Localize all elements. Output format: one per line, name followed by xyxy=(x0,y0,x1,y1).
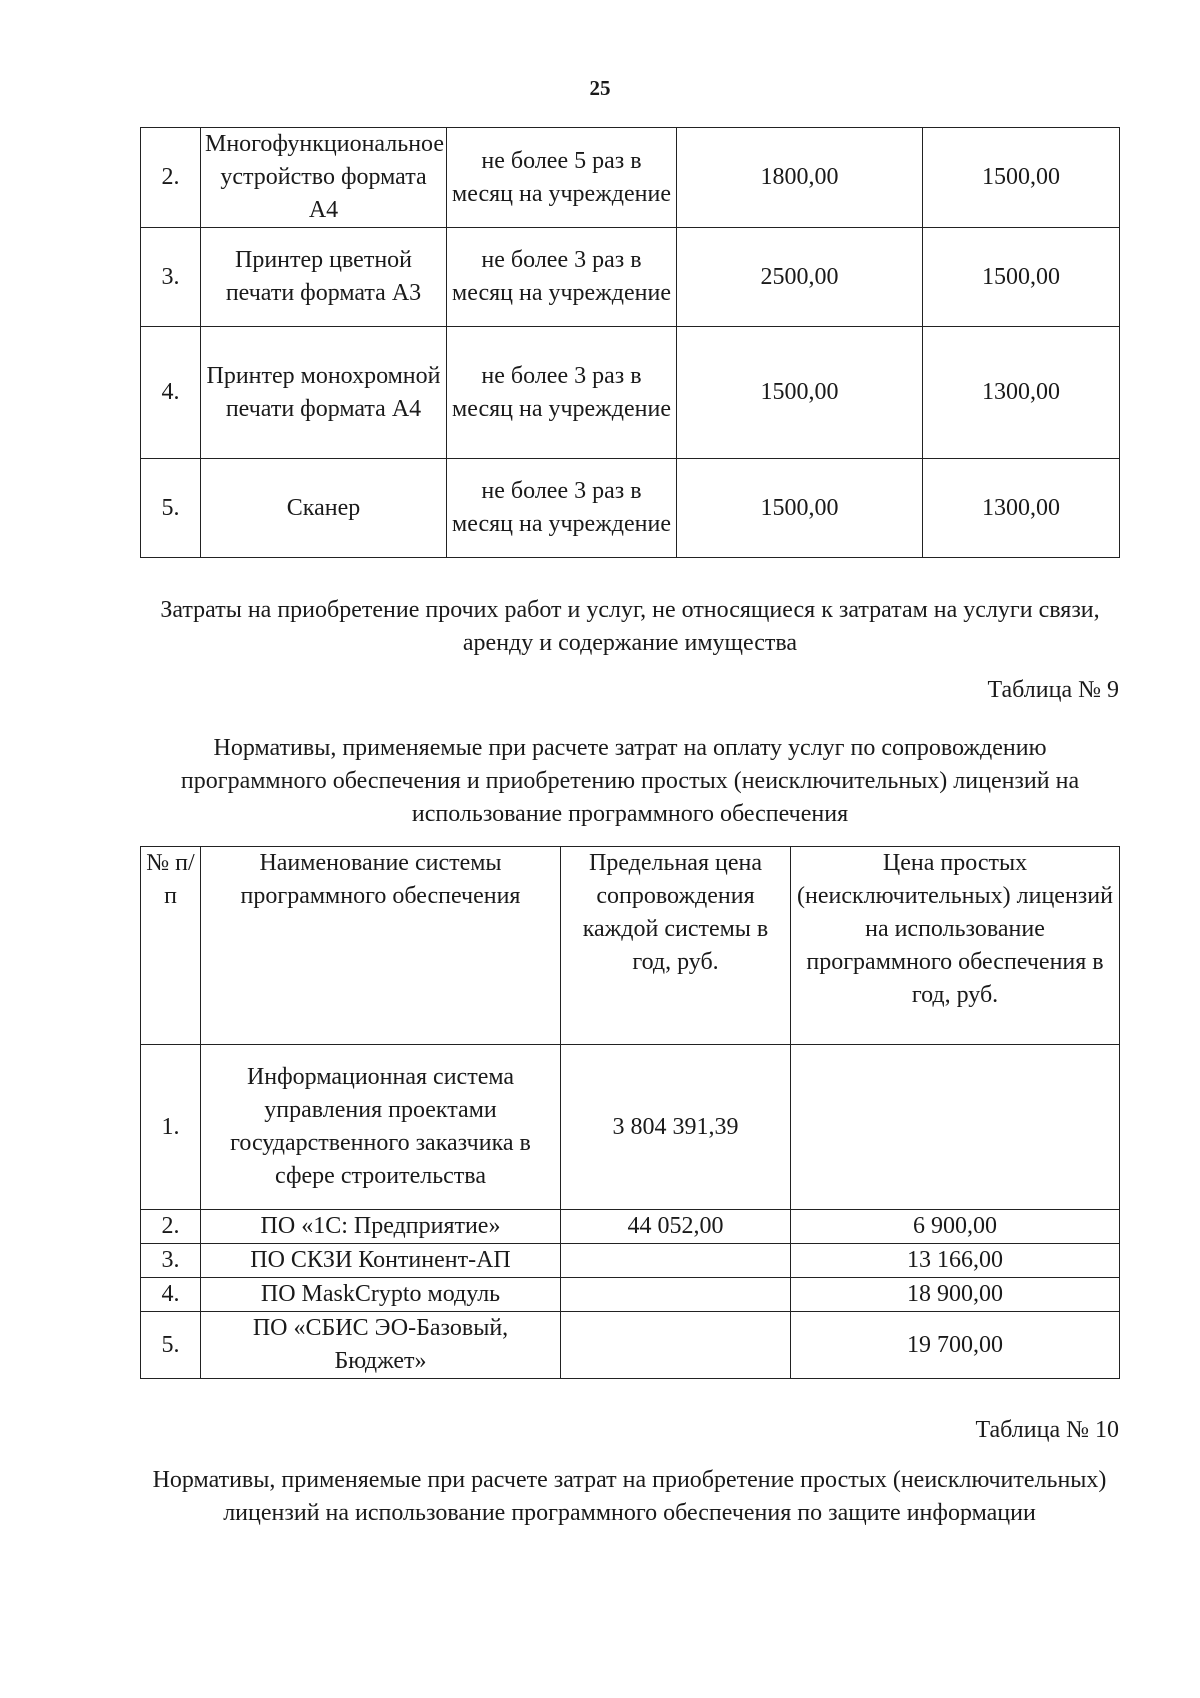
row-number: 5. xyxy=(141,459,201,558)
equipment-name: Многофункциональное устройство формата А4 xyxy=(201,128,447,228)
frequency: не более 3 раз в месяц на учреждение xyxy=(447,327,677,459)
table-row xyxy=(141,228,1120,327)
row-number: 4. xyxy=(141,1278,201,1312)
row-number: 5. xyxy=(141,1312,201,1379)
header-name: Наименование системы программного обеспечения xyxy=(201,847,561,1045)
equipment-name: Принтер цветной печати формата А3 xyxy=(201,228,447,327)
software-name: ПО «1С: Предприятие» xyxy=(201,1210,561,1244)
software-name: ПО «СБИС ЭО-Базовый, Бюджет» xyxy=(201,1312,561,1379)
table-row xyxy=(141,459,1120,558)
row-number: 2. xyxy=(141,128,201,228)
price-1: 1500,00 xyxy=(677,459,923,558)
page-number: 25 xyxy=(589,76,611,100)
software-name: ПО СКЗИ Континент-АП xyxy=(201,1244,561,1278)
price-2: 1300,00 xyxy=(923,327,1120,459)
header-support-price: Предельная цена сопровождения каждой системы в год, руб. xyxy=(561,847,791,1045)
table-row xyxy=(141,128,1120,228)
section-heading: Затраты на приобретение прочих работ и услуг, не относящиеся к затратам на услуги связи, аренду и содержание имущества xyxy=(160,597,1100,656)
software-name: ПО MaskCrypto модуль xyxy=(201,1278,561,1312)
row-number: 3. xyxy=(141,228,201,327)
table-9-label: Таблица № 9 xyxy=(987,677,1119,703)
table-10-label: Таблица № 10 xyxy=(975,1417,1119,1443)
license-price: 6 900,00 xyxy=(791,1210,1120,1244)
table-9-title: Нормативы, применяемые при расчете затрат на оплату услуг по сопровождению программного обеспечения и приобретению простых (неисключительных) лицензий на использование программного обеспечения xyxy=(180,735,1080,827)
table-header-row xyxy=(141,847,1120,1045)
price-1: 1500,00 xyxy=(677,327,923,459)
equipment-name: Сканер xyxy=(201,459,447,558)
equipment-name: Принтер монохромной печати формата А4 xyxy=(201,327,447,459)
table-10-title: Нормативы, применяемые при расчете затрат на приобретение простых (неисключительных) лицензий на использование программного обеспечения по защите информации xyxy=(152,1467,1107,1526)
price-1: 2500,00 xyxy=(677,228,923,327)
table-row xyxy=(141,1278,1120,1312)
support-price xyxy=(561,1312,791,1379)
price-1: 1800,00 xyxy=(677,128,923,228)
row-number: 4. xyxy=(141,327,201,459)
table-row xyxy=(141,1312,1120,1379)
support-price: 44 052,00 xyxy=(561,1210,791,1244)
table-row xyxy=(141,1045,1120,1210)
frequency: не более 5 раз в месяц на учреждение xyxy=(447,128,677,228)
table-row xyxy=(141,327,1120,459)
price-2: 1300,00 xyxy=(923,459,1120,558)
header-license-price: Цена простых (неисключительных) лицензий на использование программного обеспечения в год, руб. xyxy=(791,847,1120,1045)
price-2: 1500,00 xyxy=(923,128,1120,228)
table-row xyxy=(141,1210,1120,1244)
support-price xyxy=(561,1278,791,1312)
table-row xyxy=(141,1244,1120,1278)
support-price xyxy=(561,1244,791,1278)
row-number: 3. xyxy=(141,1244,201,1278)
header-num: № п/п xyxy=(141,847,201,1045)
software-name: Информационная система управления проектами государственного заказчика в сфере строительства xyxy=(201,1045,561,1210)
frequency: не более 3 раз в месяц на учреждение xyxy=(447,228,677,327)
support-price: 3 804 391,39 xyxy=(561,1045,791,1210)
license-price: 13 166,00 xyxy=(791,1244,1120,1278)
price-2: 1500,00 xyxy=(923,228,1120,327)
license-price: 18 900,00 xyxy=(791,1278,1120,1312)
row-number: 1. xyxy=(141,1045,201,1210)
row-number: 2. xyxy=(141,1210,201,1244)
software-norms-table xyxy=(140,846,1120,1379)
equipment-service-table xyxy=(140,127,1120,558)
license-price xyxy=(791,1045,1120,1210)
license-price: 19 700,00 xyxy=(791,1312,1120,1379)
frequency: не более 3 раз в месяц на учреждение xyxy=(447,459,677,558)
